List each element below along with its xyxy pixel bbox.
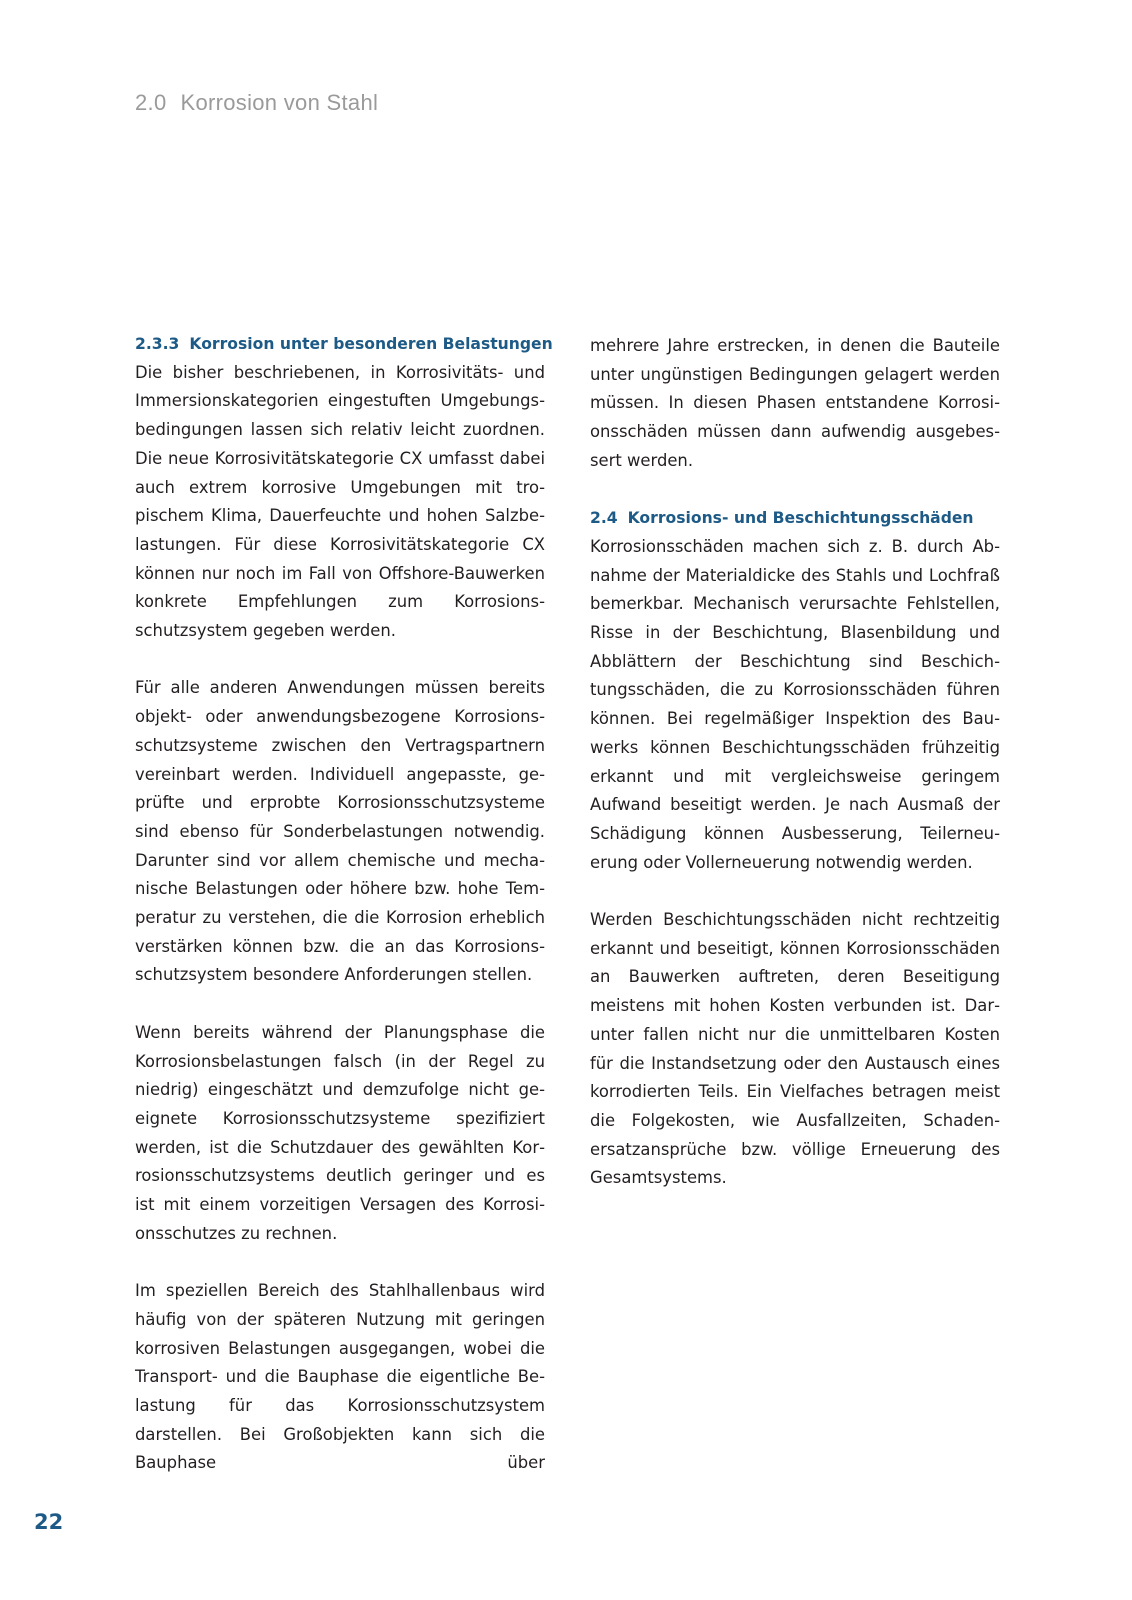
chapter-number: 2.0 (135, 90, 167, 115)
paragraph: Korrosionsschäden machen sich z. B. durch Abnahme der Materialdicke des Stahls und Lochfraß bemerkbar. Mechanisch verursachte Fehlstellen, Risse in der Beschichtung, Blasenbildung und Abblättern der Beschichtung sind Beschichtungsschäden, die zu Korrosionsschäden führen können. Bei regelmäßiger Inspektion des Bauwerks können Beschichtungsschäden frühzeitig erkannt und mit vergleichsweise geringem Aufwand beseitigt werden. Je nach Ausmaß der Schädigung können Ausbesserung, Teilerneuerung oder Vollerneuerung notwendig werden. (590, 536, 1000, 872)
chapter-title (135, 90, 378, 116)
paragraph: Für alle anderen Anwendungen müssen bereits objekt- oder anwendungsbezogene Korrosionsschutzsysteme zwischen den Vertragspartnern vereinbart werden. Individuell angepasste, geprüfte und erprobte Korrosionsschutzsysteme sind ebenso für Sonderbelastungen notwendig. Darunter sind vor allem chemische und mechanische Belastungen oder höhere bzw. hohe Temperatur zu verstehen, die die Korrosion erheblich verstärken können bzw. die an das Korrosionsschutzsystem besondere Anforderungen stellen. (135, 678, 545, 985)
paragraph: Werden Beschichtungsschäden nicht rechtzeitig erkannt und beseitigt, können Korrosionsschäden an Bauwerken auftreten, deren Beseitigung meistens mit hohen Kosten verbunden ist. Darunter fallen nicht nur die unmittelbaren Kosten für die Instandsetzung oder den Austausch eines korrodierten Teils. Ein Vielfaches betragen meist die Folgekosten, wie Ausfallzeiten, Schadenersatzansprüche bzw. völlige Erneuerung des Gesamtsystems. (590, 910, 1000, 1188)
paragraph: Die bisher beschriebenen, in Korrosivitäts- und Immersionskategorien eingestuften Umgebungsbedingungen lassen sich relativ leicht zuordnen. Die neue Korrosivitätskategorie CX umfasst dabei auch extrem korrosive Umgebungen mit tropischem Klima, Dauerfeuchte und hohen Salzbelastungen. Für diese Korrosivitätskategorie CX können nur noch im Fall von Offshore-Bauwerken konkrete Empfehlungen zum Korrosionsschutzsystem gegeben werden. (135, 362, 545, 641)
section-2-3-3-number: 2.3.3 (135, 335, 180, 353)
section-2-4-number: 2.4 (590, 509, 618, 528)
paragraph: mehrere Jahre erstrecken, in denen die Bauteile unter ungünstigen Bedingungen gelagert werden müssen. In diesen Phasen entstandene Korrosionsschäden müssen dann aufwendig ausgebessert werden. (590, 336, 1000, 470)
left-column (135, 330, 553, 1507)
page-number: 22 (34, 1510, 64, 1534)
paragraph: Wenn bereits während der Planungsphase die Korrosionsbelastungen falsch (in der Regel zu niedrig) eingeschätzt und demzufolge nicht geeignete Korrosionsschutzsysteme spezifiziert werden, ist die Schutzdauer des gewählten Korrosionsschutzsystems deutlich geringer und es ist mit einem vorzeitigen Versagen des Korrosionsschutzes zu rechnen. (135, 1022, 545, 1243)
section-2-4-title: Korrosions- und Beschichtungsschäden (627, 509, 974, 528)
section-2-4-heading (590, 504, 1000, 533)
section-2-3-3-title: Korrosion unter besonderen Belastungen (189, 335, 553, 353)
paragraph: Im speziellen Bereich des Stahlhallenbaus wird häufig von der späteren Nutzung mit geringen korrosiven Belastungen ausgegangen, wobei die Transport- und die Bauphase die eigentliche Belastung für das Korrosionsschutzsystem darstellen. Bei Großobjekten kann sich die Bauphase über (135, 1281, 545, 1473)
chapter-name: Korrosion von Stahl (180, 90, 379, 115)
section-2-3-3-heading (135, 330, 553, 359)
right-column (590, 332, 1000, 1222)
